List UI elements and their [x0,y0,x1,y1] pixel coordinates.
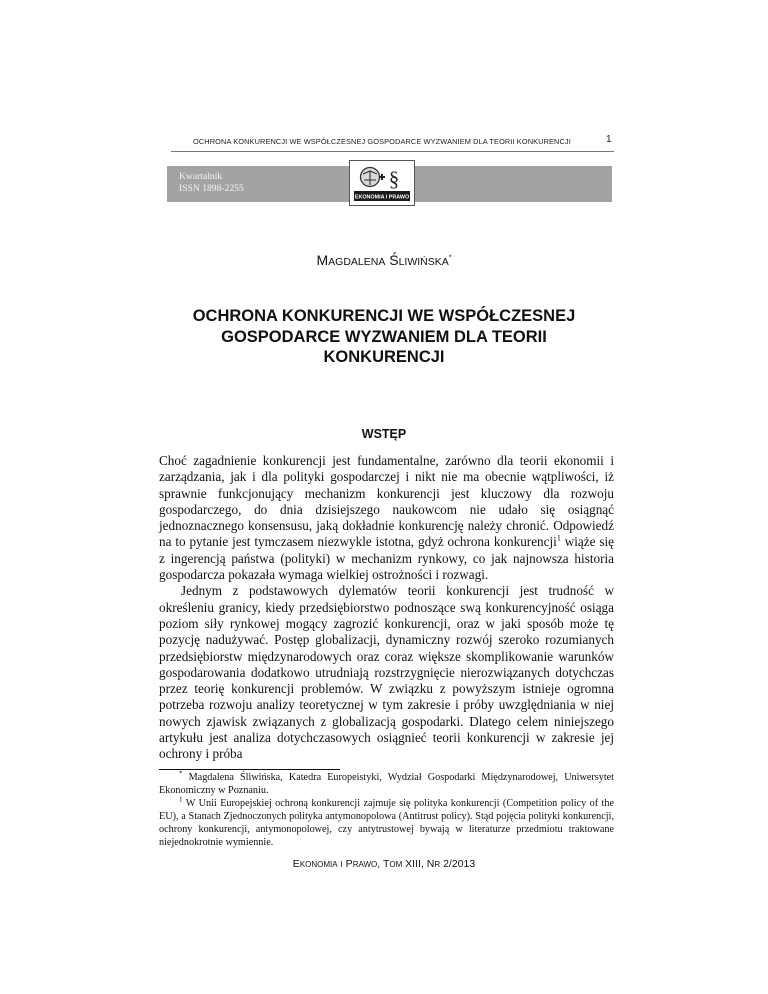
title-line-1: OCHRONA KONKURENCJI WE WSPÓŁCZESNEJ [192,307,576,325]
journal-logo [349,160,415,206]
author-name: MAGDALENA ŚLIWIŃSKA* [316,252,452,268]
author-footnote-marker: * [448,254,452,262]
body-paragraph-2: Jednym z podstawowych dylematów teorii konkurencji jest trudność w określeniu granicy, kiedy przedsiębiorstwo podnoszące swą konkurencyjność osiąga poziom siły rynkowej mogący zagrozić konkurencji, oraz w jaki sposób może tę pozycję nadużywać. Postęp globalizacji, dynamiczny rozwój szeroko rozumianych przedsiębiorstw międzynarodowych oraz coraz większe skomplikowanie warunków gospodarowania dodatkowo utrudniają rozstrzygnięcie nierozwiązanych dotychczas przez teorię konkurencji problemów. W związku z powyższym istnieje ogromna potrzeba rozwoju analizy teoretycznej w tym zakresie i próby uwzględniania w niej nowych zjawisk związanych z globalizacją gospodarki. Dlatego celem niniejszego artykułu jest analiza dotychczasowych osiągnieć teorii konkurencji w zakresie jej ochrony i próba [159,583,614,762]
page-number: 1 [606,134,612,145]
logo-label: EKONOMIA I PRAWO [354,194,410,201]
svg-text:§: § [388,167,400,191]
running-head: OCHRONA KONKURENCJI WE WSPÓŁCZESNEJ GOSPODARCE WYZWANIEM DLA TEORII KONKURENCJI [193,137,571,146]
footnote-1: $^1$ W Unii Europejskiej ochroną konkurencji zajmuje się polityka konkurencji (Competition policy of the EU), a Stanach Zjednoczonych polityka antymonopolowa (Antitrust policy). Stąd pojęcia polityki konkurencji, ochrony konkurencji, antymonopolowej, czy antytrustowej bywają w literaturze przedmiotu traktowane niejednokrotnie wymiennie. [159,795,614,849]
page-footer: EKONOMIA I PRAWO, TOM XIII, NR 2/2013 [292,858,476,870]
footnote-author: * Magdalena Śliwińska, Katedra Europeistyki, Wydział Gospodarki Międzynarodowej, Uniwersytet Ekonomiczny w Poznaniu. [159,769,614,797]
title-line-2: GOSPODARCE WYZWANIEM DLA TEORII [221,327,547,346]
article-title [160,306,608,368]
article-body [159,453,614,763]
body-paragraph-1: Choć zagadnienie konkurencji jest fundamentalne, zarówno dla teorii ekonomii i zarządzania, jak i dla polityki gospodarczej i nikt nie ma obecnie wątpliwości, iż sprawnie funkcjonujący mechanizm konkurencji jest kluczowy dla rozwoju gospodarczego, do dnia dzisiejszego naukowcom nie udało się osiągnąć jednoznacznego konsensusu, jaką dokładnie konkurencję należy chronić. Odpowiedź na to pytanie jest tymczasem niezwykle istotna, gdyż ochrona konkurencji$^1$ wiąże się z ingerencją państwa (polityki) w mechanizm rynkowy, co jak najnowsza historia gospodarcza pokazała wymaga wielkiej ostrożności i rozwagi. [159,453,614,583]
footnote-rule [159,769,340,770]
section-heading: WSTĘP [361,427,407,441]
journal-logo-icon [350,161,414,205]
header-rule [171,151,614,152]
journal-info [179,171,244,194]
journal-frequency: Kwartalnik [179,171,223,182]
title-line-3: KONKURENCJI [323,348,445,366]
footnotes [159,771,614,850]
footnote-ref-1: 1 [556,534,561,544]
journal-banner [167,166,612,202]
journal-issn: ISSN 1898-2255 [179,182,244,194]
